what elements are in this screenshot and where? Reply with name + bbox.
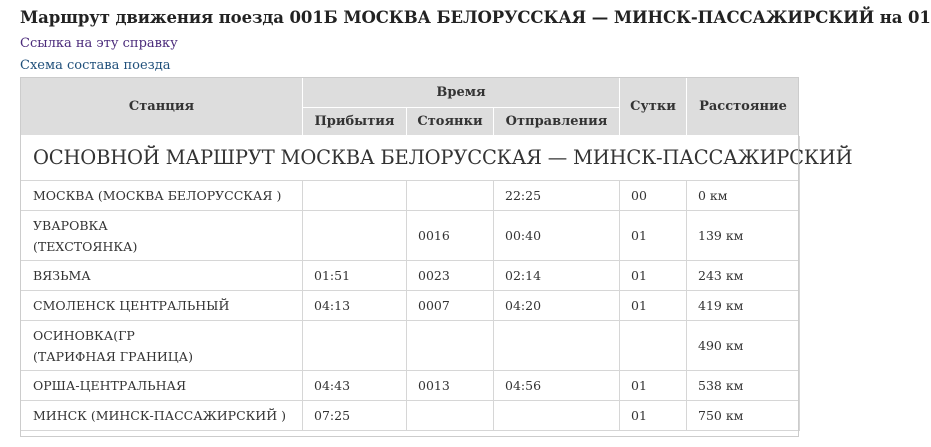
table-row [21,401,800,431]
arrival-cell [303,211,407,261]
route-table [20,77,853,431]
header-distance: Расстояние [687,78,800,136]
table-row [21,211,800,261]
stop-cell [407,181,494,211]
departure-cell [494,321,620,371]
arrival-cell [303,181,407,211]
table-row [21,321,800,371]
distance-cell: 750 км [687,401,800,431]
arrival-cell: 07:25 [303,401,407,431]
departure-cell: 02:14 [494,261,620,291]
arrival-cell: 01:51 [303,261,407,291]
page-title: Маршрут движения поезда 001Б МОСКВА БЕЛОРУССКАЯ — МИНСК-ПАССАЖИРСКИЙ на 01 [20,8,931,27]
arrival-cell: 04:13 [303,291,407,321]
distance-cell: 0 км [687,181,800,211]
header-station: Станция [21,78,303,136]
departure-cell: 04:20 [494,291,620,321]
station-note: (ТЕХСТОЯНКА) [33,238,138,254]
days-cell: 01 [620,401,687,431]
train-scheme-link[interactable]: Схема состава поезда [20,58,171,73]
header-days: Сутки [620,78,687,136]
arrival-cell [303,321,407,371]
arrival-cell: 04:43 [303,371,407,401]
days-cell [620,321,687,371]
section-title: ОСНОВНОЙ МАРШРУТ МОСКВА БЕЛОРУССКАЯ — МИНСК-ПАССАЖИРСКИЙ [21,136,800,181]
station-cell [21,181,303,211]
reference-link[interactable]: Ссылка на эту справку [20,36,178,51]
station-cell [21,371,303,401]
stop-cell: 0016 [407,211,494,261]
distance-cell: 490 км [687,321,800,371]
route-table-container [20,77,853,431]
station-cell [21,291,303,321]
departure-cell: 22:25 [494,181,620,211]
header-arrival: Прибытия [303,108,407,136]
stop-cell: 0023 [407,261,494,291]
days-cell: 01 [620,261,687,291]
header-stop: Стоянки [407,108,494,136]
distance-cell: 419 км [687,291,800,321]
station-name: ВЯЗЬМА [33,268,91,283]
table-row [21,371,800,401]
header-departure: Отправления [494,108,620,136]
station-name: СМОЛЕНСК ЦЕНТРАЛЬНЫЙ [33,298,230,313]
departure-cell [494,401,620,431]
days-cell: 01 [620,371,687,401]
days-cell: 01 [620,211,687,261]
stop-cell: 0007 [407,291,494,321]
station-note: (ТАРИФНАЯ ГРАНИЦА) [33,348,194,364]
station-name: ОСИНОВКА(ГР [33,327,135,343]
stop-cell [407,321,494,371]
station-name: МИНСК (МИНСК-ПАССАЖИРСКИЙ ) [33,408,286,423]
station-cell [21,321,303,371]
days-cell: 00 [620,181,687,211]
station-name: УВАРОВКА [33,217,108,233]
departure-cell: 04:56 [494,371,620,401]
departure-cell: 00:40 [494,211,620,261]
station-cell [21,401,303,431]
distance-cell: 243 км [687,261,800,291]
station-cell [21,261,303,291]
days-cell: 01 [620,291,687,321]
header-time: Время [303,78,620,108]
station-name: МОСКВА (МОСКВА БЕЛОРУССКАЯ ) [33,188,282,203]
station-cell [21,211,303,261]
table-row [21,181,800,211]
distance-cell: 538 км [687,371,800,401]
distance-cell: 139 км [687,211,800,261]
table-row [21,291,800,321]
stop-cell: 0013 [407,371,494,401]
table-row [21,261,800,291]
stop-cell [407,401,494,431]
station-name: ОРША-ЦЕНТРАЛЬНАЯ [33,378,187,393]
